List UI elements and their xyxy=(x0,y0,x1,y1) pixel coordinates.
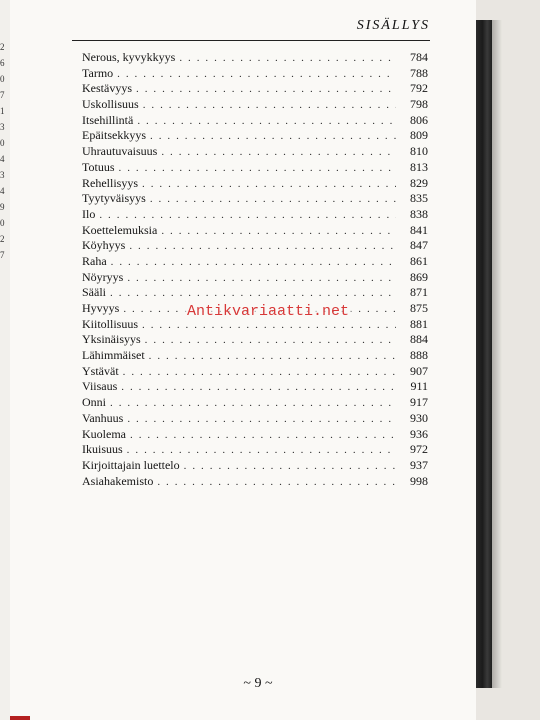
binding-shadow xyxy=(492,20,502,688)
toc-entry xyxy=(82,223,428,239)
edge-digit: 1 xyxy=(0,106,5,116)
toc-entry-title: Ikuisuus xyxy=(82,442,123,457)
toc-entry-page: 806 xyxy=(410,112,428,127)
dot-leader xyxy=(143,99,396,111)
dot-leader xyxy=(161,225,396,237)
toc-entry-title: Tarmo xyxy=(82,65,114,80)
toc-entry-title: Sääli xyxy=(82,285,106,300)
dot-leader xyxy=(123,366,396,378)
toc-entry-title: Lähimmäiset xyxy=(82,348,145,363)
edge-digit: 4 xyxy=(0,186,5,196)
edge-digit: 6 xyxy=(0,58,5,68)
toc-entry xyxy=(82,364,428,380)
toc-entry xyxy=(82,81,428,97)
toc-entry xyxy=(82,113,428,129)
toc-entry-title: Koettelemuksia xyxy=(82,222,158,237)
toc-entry-page: 907 xyxy=(410,363,428,378)
dot-leader xyxy=(136,83,396,95)
toc-entry-page: 884 xyxy=(410,332,428,347)
toc-entry xyxy=(82,442,428,458)
toc-entry-page: 847 xyxy=(410,238,428,253)
dot-leader xyxy=(127,413,396,425)
toc-entry-title: Kiitollisuus xyxy=(82,316,139,331)
dot-leader xyxy=(150,130,396,142)
toc-entry-title: Viisaus xyxy=(82,379,118,394)
dot-leader xyxy=(149,350,396,362)
edge-digit: 2 xyxy=(0,42,5,52)
dot-leader xyxy=(111,256,396,268)
toc-entry-title: Kuolema xyxy=(82,426,126,441)
edge-digit: 4 xyxy=(0,154,5,164)
toc-entry xyxy=(82,285,428,301)
edge-digit: 2 xyxy=(0,234,5,244)
toc-entry-page: 792 xyxy=(410,81,428,96)
toc-entry-page: 911 xyxy=(410,379,428,394)
dot-leader xyxy=(137,115,396,127)
page-title: SISÄLLYS xyxy=(356,18,430,33)
toc-entry-title: Ystävät xyxy=(82,363,119,378)
toc-entry-page: 930 xyxy=(410,410,428,425)
toc-entry-title: Tyytyväisyys xyxy=(82,191,146,206)
toc-entry-title: Vanhuus xyxy=(82,410,124,425)
toc-entry xyxy=(82,458,428,474)
toc-entry-page: 841 xyxy=(410,222,428,237)
toc-entry xyxy=(82,207,428,223)
watermark: Antikvariaatti.net xyxy=(187,303,350,320)
dot-leader xyxy=(99,209,396,221)
red-page-edge xyxy=(10,716,30,720)
toc-entry-title: Hyvyys xyxy=(82,301,120,315)
dot-leader xyxy=(145,334,396,346)
toc-entry xyxy=(82,474,428,490)
dot-leader xyxy=(121,381,396,393)
dot-leader xyxy=(130,429,396,441)
toc-entry-page: 809 xyxy=(410,128,428,143)
toc-entry xyxy=(82,254,428,270)
dot-leader xyxy=(127,444,396,456)
edge-digit: 0 xyxy=(0,218,5,228)
edge-digit: 3 xyxy=(0,170,5,180)
dot-leader xyxy=(110,287,396,299)
edge-digit: 9 xyxy=(0,202,5,212)
dot-leader xyxy=(117,68,396,80)
toc-entry xyxy=(82,176,428,192)
dot-leader xyxy=(179,52,396,64)
toc-entry-title: Ilo xyxy=(82,206,96,221)
toc-entry-page: 788 xyxy=(410,65,428,80)
toc-entry-title: Totuus xyxy=(82,159,115,174)
toc-entry-page: 813 xyxy=(410,159,428,174)
edge-digit: 0 xyxy=(0,74,5,84)
toc-entry-title: Yksinäisyys xyxy=(82,332,141,347)
toc-entry-title: Rehellisyys xyxy=(82,175,138,190)
toc-entry-title: Kestävyys xyxy=(82,81,132,96)
toc-entry-title: Nerous, kyvykkyys xyxy=(82,50,176,64)
toc-entry-title: Itsehillintä xyxy=(82,112,134,127)
toc-entry-title: Nöyryys xyxy=(82,269,124,284)
toc-entry-page: 810 xyxy=(410,144,428,159)
dot-leader xyxy=(119,162,397,174)
toc-entry-page: 835 xyxy=(410,191,428,206)
dot-leader xyxy=(157,476,396,488)
toc-entry xyxy=(82,160,428,176)
left-page-edge xyxy=(0,0,10,720)
toc-entry xyxy=(82,379,428,395)
toc-entry xyxy=(82,50,428,66)
toc-entry xyxy=(82,332,428,348)
toc-entry-page: 838 xyxy=(410,206,428,221)
toc-entry xyxy=(82,348,428,364)
toc-entry xyxy=(82,144,428,160)
toc-entry-page: 972 xyxy=(410,442,428,457)
dot-leader xyxy=(110,397,396,409)
dot-leader xyxy=(184,460,396,472)
toc-entry-title: Uhrautuvaisuus xyxy=(82,144,158,159)
toc-entry-page: 871 xyxy=(410,285,428,300)
toc-entry-title: Epäitsekkyys xyxy=(82,128,146,143)
dot-leader xyxy=(142,178,396,190)
edge-digit: 0 xyxy=(0,138,5,148)
toc-entry-page: 936 xyxy=(410,426,428,441)
toc-entry xyxy=(82,395,428,411)
toc-entry-page: 861 xyxy=(410,253,428,268)
toc-entry-title: Uskollisuus xyxy=(82,97,139,112)
toc-entry-page: 869 xyxy=(410,269,428,284)
table-of-contents xyxy=(82,50,428,489)
toc-entry xyxy=(82,128,428,144)
toc-entry-title: Onni xyxy=(82,395,106,410)
toc-entry xyxy=(82,427,428,443)
toc-entry-page: 937 xyxy=(410,457,428,472)
toc-entry-title: Asiahakemisto xyxy=(82,473,154,488)
toc-entry-page: 998 xyxy=(410,473,428,488)
toc-entry-title: Raha xyxy=(82,253,107,268)
toc-entry-page: 875 xyxy=(410,301,428,315)
toc-entry xyxy=(82,270,428,286)
page-number: ~ 9 ~ xyxy=(243,676,273,691)
dot-leader xyxy=(129,240,396,252)
toc-entry-title: Kirjoittajain luettelo xyxy=(82,457,180,472)
dot-leader xyxy=(127,272,396,284)
toc-entry xyxy=(82,411,428,427)
book-binding xyxy=(476,20,492,688)
dot-leader xyxy=(150,193,396,205)
dot-leader xyxy=(161,146,396,158)
toc-entry-page: 798 xyxy=(410,97,428,112)
toc-entry-page: 829 xyxy=(410,175,428,190)
toc-entry-page: 784 xyxy=(410,50,428,64)
edge-digit: 7 xyxy=(0,90,5,100)
toc-entry xyxy=(82,191,428,207)
edge-digit: 7 xyxy=(0,250,5,260)
edge-digit: 3 xyxy=(0,122,5,132)
page-header xyxy=(72,16,430,41)
toc-entry-page: 917 xyxy=(410,395,428,410)
toc-entry-page: 888 xyxy=(410,348,428,363)
dot-leader xyxy=(142,319,396,331)
toc-entry xyxy=(82,238,428,254)
toc-entry-title: Köyhyys xyxy=(82,238,126,253)
toc-entry xyxy=(82,66,428,82)
toc-entry xyxy=(82,97,428,113)
toc-entry-page: 881 xyxy=(410,316,428,331)
